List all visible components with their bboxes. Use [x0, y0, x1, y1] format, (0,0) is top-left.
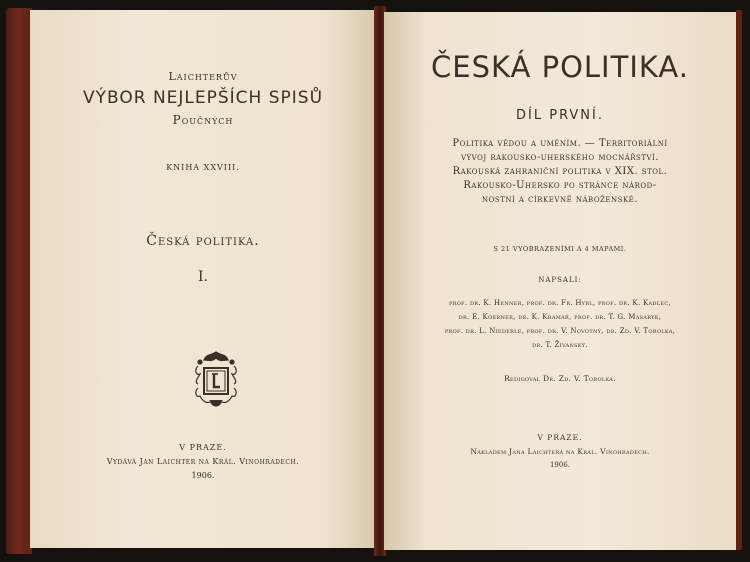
right-page	[384, 12, 736, 550]
contents-line: nostní a církevně náboženské.	[482, 194, 638, 205]
authors-list	[384, 296, 736, 352]
series-title: VÝBOR NEJLEPŠÍCH SPISŮ	[82, 88, 324, 108]
imprint-publisher: Nákladem Jana Laichtera na Král. Vinohradech.	[470, 447, 650, 456]
editor-credit: Redigoval Dr. Zd. V. Tobolka.	[504, 374, 616, 383]
left-cover-edge	[6, 8, 32, 554]
authors-line: dr. T. Živanský.	[532, 341, 588, 349]
series-subtitle: Poučných	[172, 113, 234, 127]
part-label: DÍL PRVNÍ.	[516, 108, 604, 123]
publisher-monogram-emblem-icon	[188, 348, 244, 412]
imprint-year: 1906.	[549, 461, 571, 469]
imprint-city: V PRAZE.	[537, 433, 583, 442]
title-page-title: ČESKÁ POLITIKA.	[431, 50, 689, 84]
imprint-publisher: Vydává Jan Laichter na Král. Vinohradech.	[106, 457, 300, 466]
right-cover-edge	[736, 10, 742, 550]
authors-heading: NAPSALI:	[538, 276, 582, 284]
volume-number: I.	[198, 269, 208, 285]
contents-line: Rakouská zahraniční politika v XIX. stol.	[452, 166, 668, 177]
imprint-city: V PRAZE.	[179, 443, 227, 452]
half-title: Česká politika.	[146, 233, 260, 249]
left-page	[30, 10, 376, 548]
authors-line: dr. E. Koerner, dr. K. Kramář, prof. dr. T. G. Masaryk,	[458, 313, 662, 321]
contents-line: Politika vědou a uměním. — Territoriální	[452, 138, 668, 149]
authors-line: prof. dr. L. Niederle, prof. dr. V. Novotný, dr. Zd. V. Tobolka,	[444, 327, 676, 335]
series-author: Laichterův	[168, 70, 238, 83]
book-number: KNIHA XXVIII.	[166, 163, 240, 172]
illustrations-note: S 21 VYOBRAZENÍMI A 4 MAPAMI.	[493, 245, 627, 253]
contents-line: vývoj rakousko-uherského mocnářství.	[460, 152, 659, 163]
contents-line: Rakousko-Uhersko po stránce národ-	[463, 180, 657, 191]
imprint-year: 1906.	[191, 471, 215, 480]
contents-summary	[384, 137, 736, 207]
authors-line: prof. dr. K. Henner, prof. dr. Fr. Hybl, prof. dr. K. Kadlec,	[449, 299, 671, 307]
